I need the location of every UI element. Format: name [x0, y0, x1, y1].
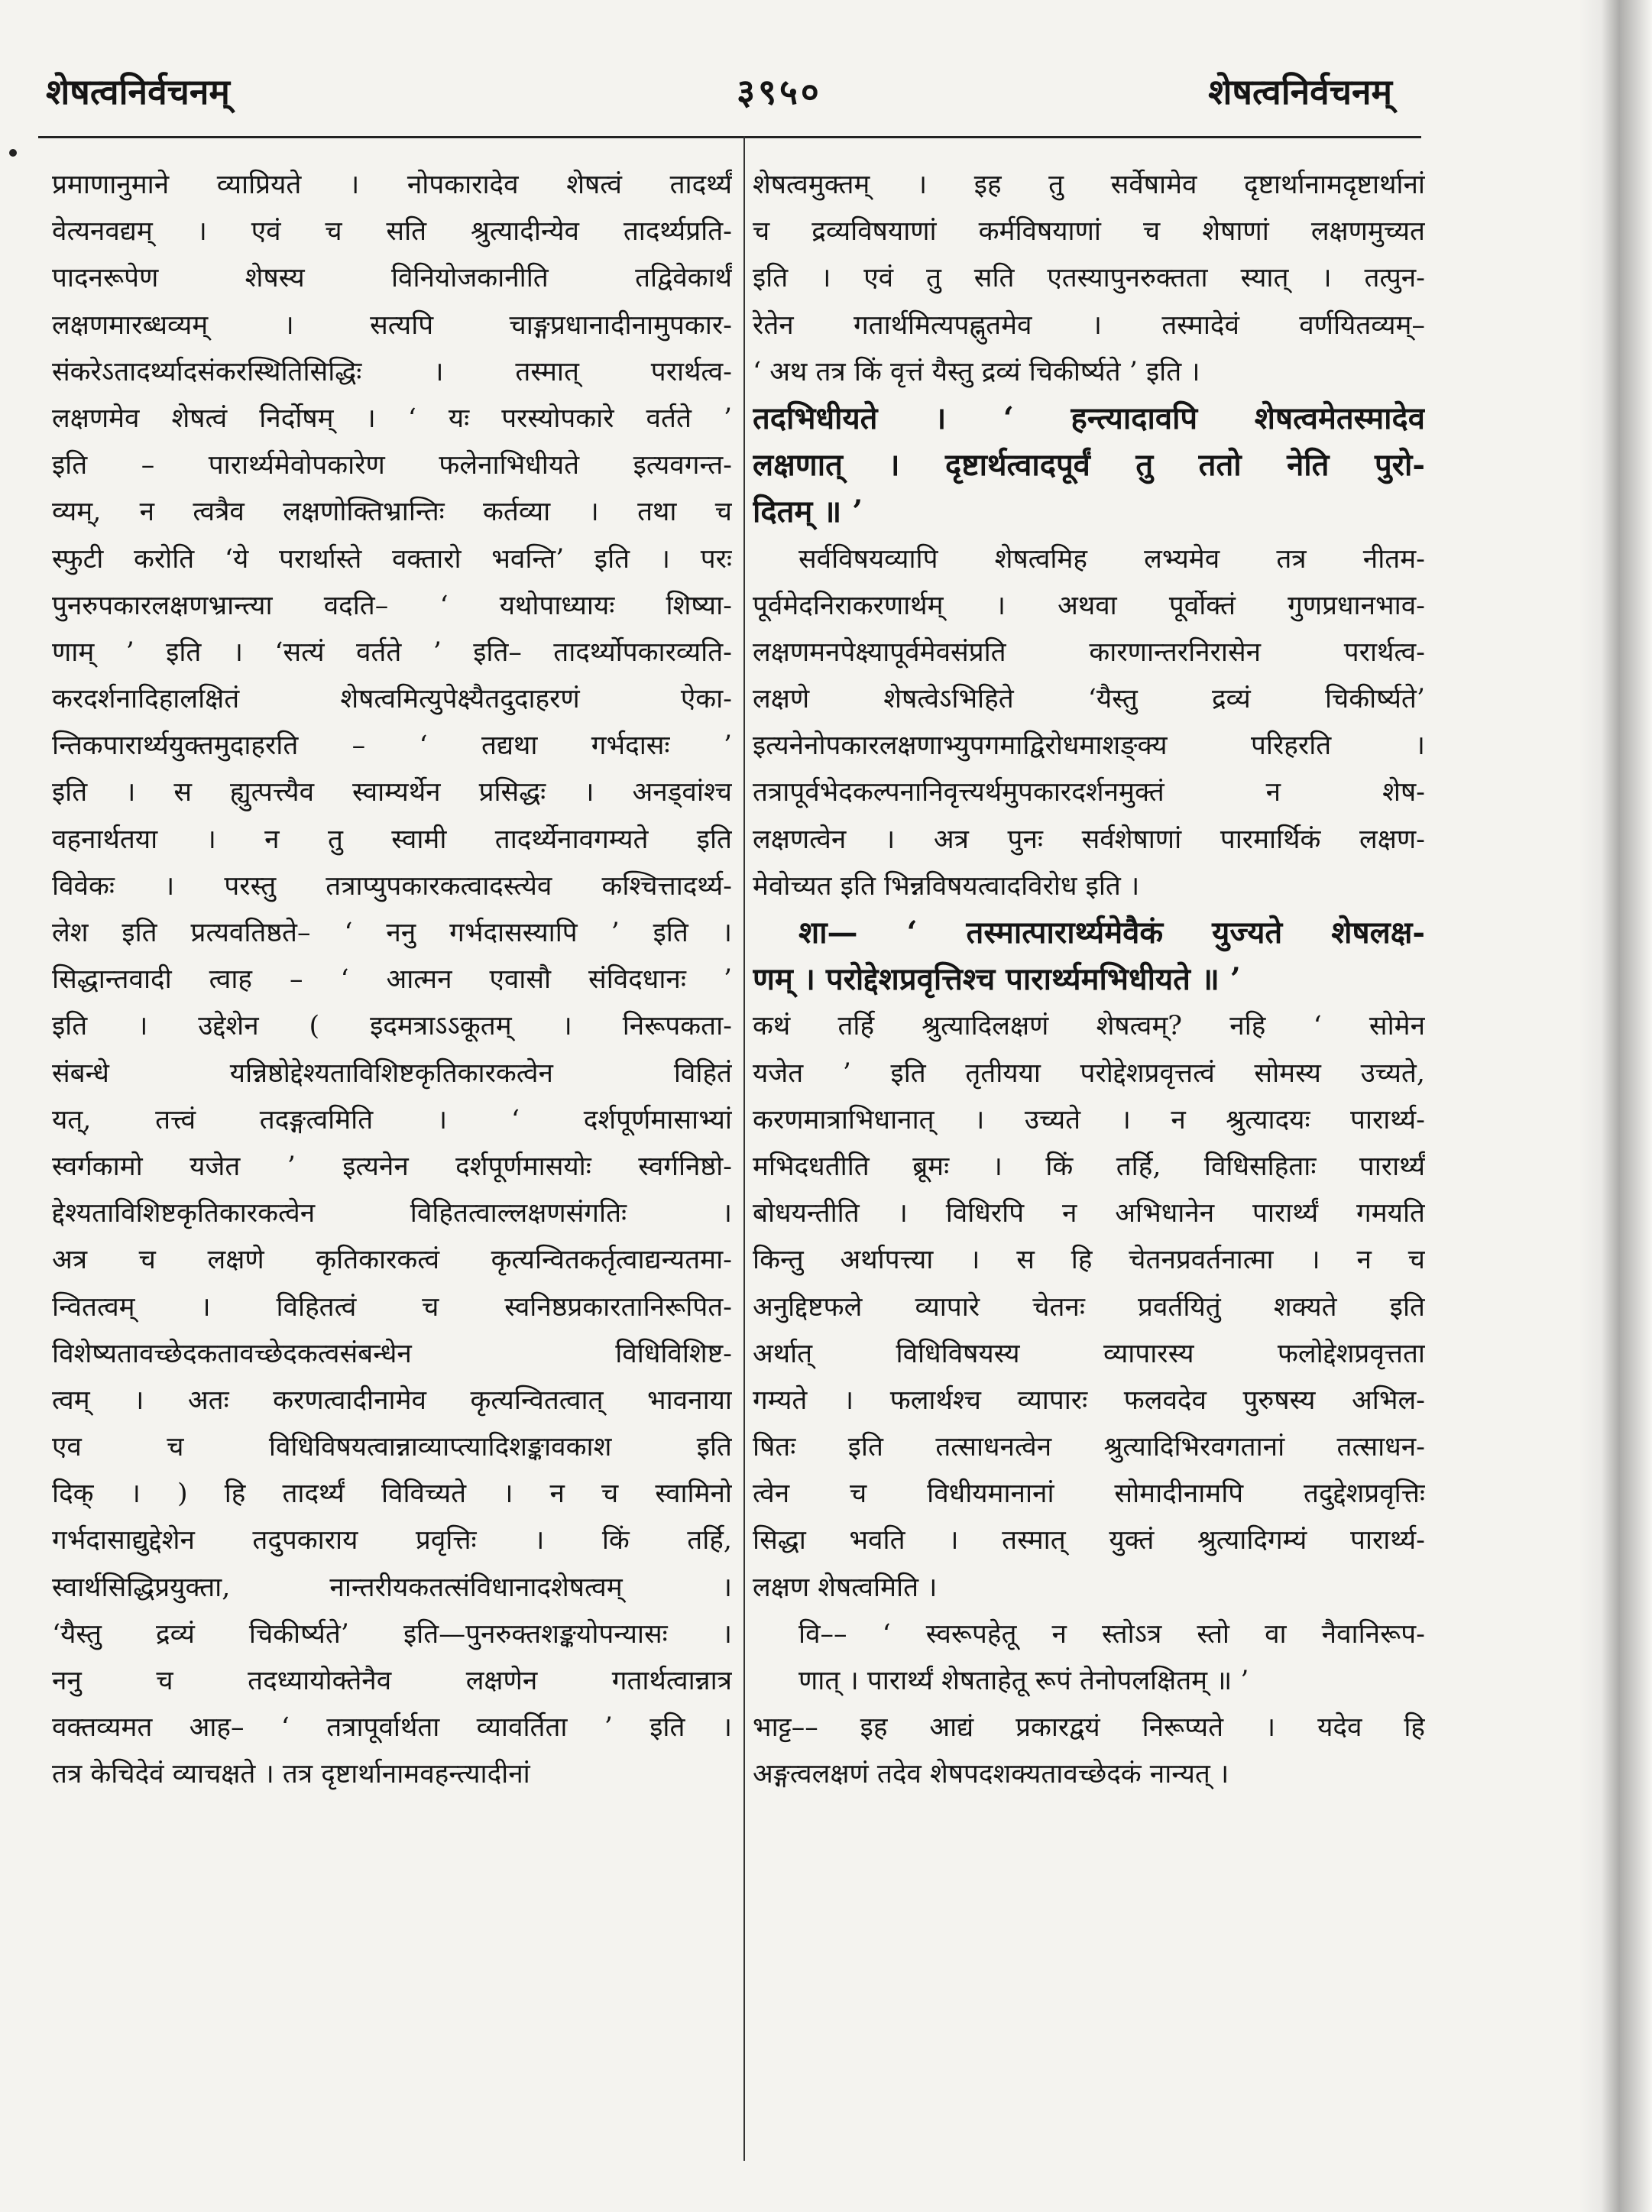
text-line: षितः इति तत्साधनत्वेन श्रुत्यादिभिरवगतानां तत्साधन- — [753, 1432, 1425, 1463]
text-line: अत्र च लक्षणे कृतिकारकत्वं कृत्यन्वितकर्तृत्वाद्यन्यतमा- — [52, 1245, 732, 1276]
text-line: अनुद्दिष्टफले व्यापारे चेतनः प्रवर्तयितुं शक्यते इति — [753, 1291, 1425, 1323]
text-line: गम्यते । फलार्थश्च व्यापारः फलवदेव पुरुषस्य अभिल- — [753, 1385, 1425, 1416]
text-line: बोधयन्तीति । विधिरपि न अभिधानेन पारार्थ्यं गमयति — [753, 1198, 1425, 1229]
text-line: सर्वविषयव्यापि शेषत्वमिह लभ्यमेव तत्र नीतम- — [798, 543, 1425, 575]
text-line: न्वितत्वम् । विहितत्वं च स्वनिष्ठप्रकारतानिरूपित- — [52, 1291, 732, 1323]
text-line: संकरेऽतादर्थ्यादसंकरस्थितिसिद्धिः । तस्मात् परार्थत्व- — [52, 356, 732, 387]
text-line: रेतेन गतार्थमित्यपह्नुतमेव । तस्मादेवं वर्णयितव्यम्– — [753, 309, 1425, 341]
text-line: द्देश्यताविशिष्टकृतिकारकत्वेन विहितत्वाल्लक्षणसंगतिः । — [52, 1198, 732, 1229]
text-line: णाम् ’ इति । ‘सत्यं वर्तते ’ इति– तादर्थ्योपकारव्यति- — [52, 636, 732, 668]
text-line: लेश इति प्रत्यवतिष्ठते– ‘ ननु गर्भदासस्यापि ’ इति । — [52, 918, 732, 948]
text-line: दितम् ॥ ’ — [753, 494, 863, 530]
text-line: गर्भदासाद्युद्देशेन तदुपकाराय प्रवृत्तिः । किं तर्हि, — [52, 1525, 732, 1556]
text-line: वहनार्थतया । न तु स्वामी तादर्थ्येनावगम्यते इति — [52, 824, 732, 855]
text-line: त्वेन च विधीयमानानां सोमादीनामपि तदुद्देशप्रवृत्तिः — [753, 1478, 1425, 1510]
text-line: भाट्ट–– इह आद्यं प्रकारद्वयं निरूप्यते । यदेव हि — [753, 1712, 1425, 1744]
text-line: मेवोच्यत इति भिन्नविषयत्वादविरोध इति । — [753, 870, 1140, 902]
text-line: ‘ अथ तत्र किं वृत्तं यैस्तु द्रव्यं चिकीर्ष्यते ’ इति । — [753, 356, 1200, 387]
text-line: स्वर्गकामो यजेत ’ इत्यनेन दर्शपूर्णमासयोः स्वर्गनिष्ठो- — [52, 1151, 732, 1182]
text-line: इत्यनेनोपकारलक्षणाभ्युपगमाद्विरोधमाशङ्क्य परिहरति । — [753, 730, 1425, 762]
running-header-left: शेषत्वनिर्वचनम् — [46, 71, 230, 112]
text-line: करणमात्राभिधानात् । उच्यते । न श्रुत्यादयः पारार्थ्य- — [753, 1104, 1425, 1135]
text-line: प्रमाणानुमाने व्याप्रियते । नोपकारादेव शेषत्वं तादर्थ्यं — [52, 170, 732, 200]
text-line: कथं तर्हि श्रुत्यादिलक्षणं शेषत्वम्? नहि ‘ सोमेन — [753, 1011, 1425, 1042]
text-line: ‘यैस्तु द्रव्यं चिकीर्ष्यते’ इति—पुनरुक्तशङ्कयोपन्यासः । — [52, 1618, 732, 1650]
right-column — [753, 162, 1425, 1799]
page-number: ३९५० — [737, 71, 822, 112]
ink-mark — [9, 149, 17, 157]
text-line: वेत्यनवद्यम् । एवं च सति श्रुत्यादीन्येव तादर्थ्यप्रति- — [52, 216, 732, 248]
column-divider — [743, 136, 745, 2161]
text-line: णम् । परोद्देशप्रवृत्तिश्च पारार्थ्यमभिधीयते ॥ ’ — [753, 961, 1241, 998]
text-line: वि–– ‘ स्वरूपहेतू न स्तोऽत्र स्तो वा नैवानिरूप- — [798, 1618, 1425, 1650]
text-line: तत्र केचिदेवं व्याचक्षते । तत्र दृष्टार्थानामवहन्त्यादीनां — [52, 1759, 530, 1790]
text-line: यत्, तत्त्वं तदङ्गत्वमिति । ‘ दर्शपूर्णमासाभ्यां — [52, 1104, 732, 1135]
text-line: किन्तु अर्थापत्त्या । स हि चेतनप्रवर्तनात्मा । न च — [753, 1245, 1425, 1276]
text-line: करदर्शनादिहालक्षितं शेषत्वमित्युपेक्ष्यैतदुदाहरणं ऐका- — [52, 684, 732, 715]
text-line: शा— ‘ तस्मात्पारार्थ्यमेवैकं युज्यते शेषलक्ष- — [798, 915, 1425, 951]
text-line: लक्षणमनपेक्ष्यापूर्वमेवसंप्रति कारणान्तरनिरासेन परार्थत्व- — [753, 636, 1425, 668]
left-column — [52, 162, 732, 1799]
text-line: लक्षणत्वेन । अत्र पुनः सर्वशेषाणां पारमार्थिकं लक्षण- — [753, 824, 1425, 855]
text-line: विवेकः । परस्तु तत्राप्युपकारकत्वादस्त्येव कश्चित्तादर्थ्य- — [52, 870, 732, 902]
text-line: एव च विधिविषयत्वान्नाव्याप्त्यादिशङ्कावकाश इति — [52, 1432, 732, 1463]
text-line: विशेष्यतावच्छेदकतावच्छेदकत्वसंबन्धेन विधिविशिष्ट- — [52, 1338, 732, 1369]
text-line: दिक् । ) हि तादर्थ्यं विविच्यते । न च स्वामिनो — [52, 1478, 732, 1510]
header-rule — [38, 136, 1421, 138]
text-line: वक्तव्यमत आह– ‘ तत्रापूर्वार्थता व्यावर्तिता ’ इति । — [52, 1712, 732, 1744]
text-line: लक्षणमारब्धव्यम् । सत्यपि चाङ्गप्रधानादीनामुपकार- — [52, 309, 732, 341]
text-line: च द्रव्यविषयाणां कर्मविषयाणां च शेषाणां लक्षणमुच्यत — [753, 216, 1425, 248]
text-line: स्वार्थसिद्धिप्रयुक्ता, नान्तरीयकतत्संविधानादशेषत्वम् । — [52, 1572, 732, 1603]
text-line: शेषत्वमुक्तम् । इह तु सर्वेषामेव दृष्टार्थानामदृष्टार्थानां — [753, 170, 1425, 200]
text-line: संबन्धे यन्निष्ठोद्देश्यताविशिष्टकृतिकारकत्वेन विहितं — [52, 1057, 732, 1089]
text-line: सिद्धा भवति । तस्मात् युक्तं श्रुत्यादिगम्यं पारार्थ्य- — [753, 1525, 1425, 1556]
text-line: लक्षण शेषत्वमिति । — [753, 1572, 938, 1603]
text-line: अर्थात् विधिविषयस्य व्यापारस्य फलोद्देशप्रवृत्तता — [753, 1338, 1425, 1369]
text-line: स्फुटी करोति ‘ये परार्थास्ते वक्तारो भवन्ति’ इति । परः — [52, 543, 732, 575]
text-line: न्तिकपारार्थ्ययुक्तमुदाहरति – ‘ तद्यथा गर्भदासः ’ — [52, 730, 732, 762]
text-line: इति । स ह्युत्पत्त्यैव स्वाम्यर्थेन प्रसिद्धः । अनड्वांश्च — [52, 777, 732, 808]
text-line: इति – पारार्थ्यमेवोपकारेण फलेनाभिधीयते इत्यवगन्त- — [52, 450, 732, 481]
text-line: पुनरुपकारलक्षणभ्रान्त्या वदति– ‘ यथोपाध्यायः शिष्या- — [52, 590, 732, 621]
running-header-right: शेषत्वनिर्वचनम् — [1208, 71, 1392, 112]
text-line: तदभिधीयते । ‘ हन्त्यादावपि शेषत्वमेतस्मादेव — [753, 400, 1425, 436]
text-line: लक्षणात् । दृष्टार्थत्वादपूर्वं तु ततो नेति पुरो- — [753, 447, 1425, 484]
scan-binding-edge — [1579, 0, 1652, 2212]
text-line: इति । एवं तु सति एतस्यापुनरुक्तता स्यात् । तत्पुन- — [753, 263, 1425, 294]
text-line: यजेत ’ इति तृतीयया परोद्देशप्रवृत्तत्वं सोमस्य उच्यते, — [753, 1057, 1425, 1089]
text-line: मभिदधतीति ब्रूमः । किं तर्हि, विधिसहिताः पारार्थ्यं — [753, 1151, 1425, 1182]
text-line: इति । उद्देशेन ( इदमत्राऽऽकूतम् । निरूपकता- — [52, 1011, 732, 1042]
text-line: त्वम् । अतः करणत्वादीनामेव कृत्यन्वितत्वात् भावनाया — [52, 1385, 732, 1416]
text-line: पूर्वमेदनिराकरणार्थम् । अथवा पूर्वोक्तं गुणप्रधानभाव- — [753, 590, 1425, 621]
text-line: पादनरूपेण शेषस्य विनियोजकानीति तद्विवेकार्थं — [52, 263, 732, 294]
text-line: लक्षणमेव शेषत्वं निर्दोषम् । ‘ यः परस्योपकारे वर्तते ’ — [52, 403, 732, 434]
text-line: व्यम्, न त्वत्रैव लक्षणोक्तिभ्रान्तिः कर्तव्या । तथा च — [52, 497, 732, 528]
text-line: णात् । पारार्थ्यं शेषताहेतू रूपं तेनोपलक्षितम् ॥ ’ — [798, 1666, 1249, 1696]
text-line: लक्षणे शेषत्वेऽभिहिते ‘यैस्तु द्रव्यं चिकीर्ष्यते’ — [753, 684, 1425, 715]
text-line: अङ्गत्वलक्षणं तदेव शेषपदशक्यतावच्छेदकं नान्यत् । — [753, 1759, 1229, 1790]
text-line: तत्रापूर्वभेदकल्पनानिवृत्त्यर्थमुपकारदर्शनमुक्तं न शेष- — [753, 777, 1425, 808]
text-line: सिद्धान्तवादी त्वाह – ‘ आत्मन एवासौ संविदधानः ’ — [52, 964, 732, 996]
text-line: ननु च तदध्यायोक्तेनैव लक्षणेन गतार्थत्वान्नात्र — [52, 1666, 732, 1696]
